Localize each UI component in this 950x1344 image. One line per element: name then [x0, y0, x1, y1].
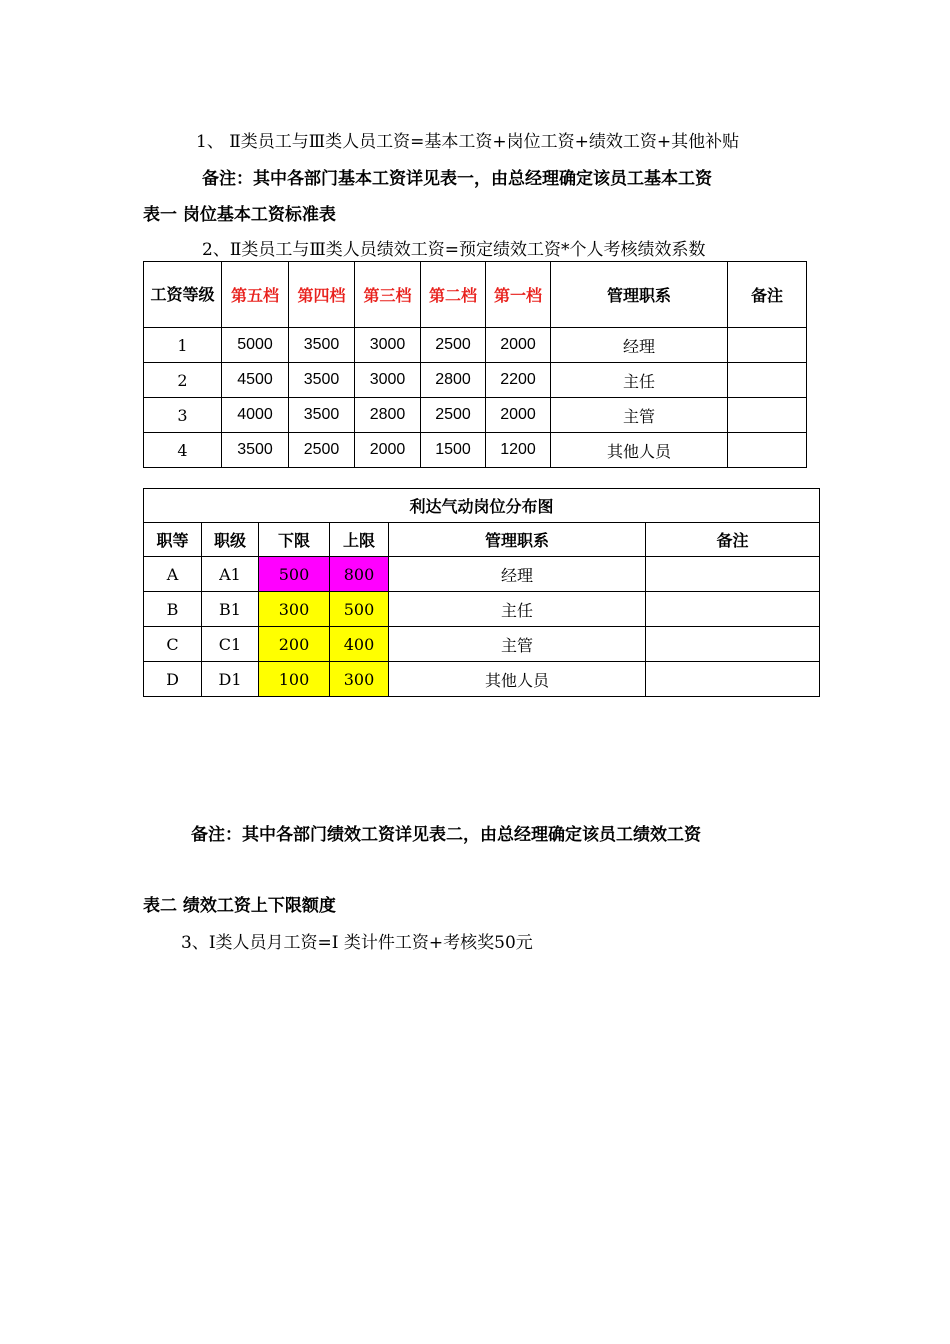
cell-rank: C — [144, 627, 202, 662]
cell-management: 经理 — [389, 557, 646, 592]
header-level-2: 第二档 — [421, 262, 486, 328]
cell-value: 2800 — [355, 398, 421, 433]
cell-value: 3500 — [289, 363, 355, 398]
cell-remark — [646, 557, 820, 592]
cell-grade: D1 — [202, 662, 259, 697]
cell-value: 3500 — [289, 398, 355, 433]
paragraph-line3: 3、I类人员月工资=Ⅰ 类计件工资+考核奖50元 — [181, 933, 533, 953]
header-level-1: 第一档 — [486, 262, 551, 328]
cell-upper-limit: 500 — [330, 592, 389, 627]
cell-value: 3500 — [222, 433, 289, 468]
cell-value: 2000 — [486, 328, 551, 363]
cell-upper-limit: 800 — [330, 557, 389, 592]
table-row — [144, 557, 820, 592]
table-row — [144, 433, 807, 468]
table-row — [144, 592, 820, 627]
cell-lower-limit: 100 — [259, 662, 330, 697]
cell-value: 2000 — [355, 433, 421, 468]
table-row — [144, 363, 807, 398]
header-management-series: 管理职系 — [389, 523, 646, 557]
cell-value: 2800 — [421, 363, 486, 398]
table2-title: 利达气动岗位分布图 — [144, 489, 820, 523]
cell-rank: D — [144, 662, 202, 697]
cell-value: 2200 — [486, 363, 551, 398]
header-level-4: 第四档 — [289, 262, 355, 328]
header-level-5: 第五档 — [222, 262, 289, 328]
note-basic-salary: 备注：其中各部门基本工资详见表一，由总经理确定该员工基本工资 — [202, 169, 712, 189]
cell-management: 经理 — [551, 328, 728, 363]
cell-management: 主任 — [551, 363, 728, 398]
cell-remark — [728, 433, 807, 468]
cell-management: 其他人员 — [389, 662, 646, 697]
cell-value: 3500 — [289, 328, 355, 363]
cell-rank: B — [144, 592, 202, 627]
cell-value: 3000 — [355, 363, 421, 398]
header-lower-limit: 下限 — [259, 523, 330, 557]
cell-value: 2500 — [421, 328, 486, 363]
cell-value: 4500 — [222, 363, 289, 398]
cell-grade: C1 — [202, 627, 259, 662]
cell-value: 3000 — [355, 328, 421, 363]
table2-header-row — [144, 523, 820, 557]
header-grade: 职级 — [202, 523, 259, 557]
header-remark: 备注 — [728, 262, 807, 328]
cell-rank: A — [144, 557, 202, 592]
cell-lower-limit: 300 — [259, 592, 330, 627]
cell-management: 主管 — [389, 627, 646, 662]
cell-remark — [728, 328, 807, 363]
header-level-3: 第三档 — [355, 262, 421, 328]
cell-value: 1500 — [421, 433, 486, 468]
cell-grade: 3 — [144, 398, 222, 433]
paragraph-line2: 2、Ⅱ类员工与Ⅲ类人员绩效工资=预定绩效工资*个人考核绩效系数 — [202, 240, 706, 260]
cell-remark — [728, 363, 807, 398]
cell-remark — [646, 592, 820, 627]
header-salary-grade: 工资等级 — [144, 262, 222, 328]
cell-remark — [646, 627, 820, 662]
header-rank: 职等 — [144, 523, 202, 557]
cell-grade: 2 — [144, 363, 222, 398]
cell-value: 2500 — [289, 433, 355, 468]
header-remark: 备注 — [646, 523, 820, 557]
table-row — [144, 398, 807, 433]
table-row — [144, 627, 820, 662]
table1-caption: 表一 岗位基本工资标准表 — [143, 205, 336, 225]
cell-value: 2500 — [421, 398, 486, 433]
position-distribution-table — [143, 488, 820, 697]
cell-management: 主任 — [389, 592, 646, 627]
table-row — [144, 328, 807, 363]
header-management-series: 管理职系 — [551, 262, 728, 328]
cell-grade: B1 — [202, 592, 259, 627]
cell-upper-limit: 400 — [330, 627, 389, 662]
cell-grade: 1 — [144, 328, 222, 363]
table-row — [144, 662, 820, 697]
table2-title-row — [144, 489, 820, 523]
cell-management: 主管 — [551, 398, 728, 433]
cell-remark — [646, 662, 820, 697]
cell-remark — [728, 398, 807, 433]
cell-upper-limit: 300 — [330, 662, 389, 697]
table1-header-row — [144, 262, 807, 328]
paragraph-line1: 1、 Ⅱ类员工与Ⅲ类人员工资=基本工资+岗位工资+绩效工资+其他补贴 — [196, 132, 740, 152]
cell-value: 5000 — [222, 328, 289, 363]
cell-lower-limit: 200 — [259, 627, 330, 662]
cell-management: 其他人员 — [551, 433, 728, 468]
cell-lower-limit: 500 — [259, 557, 330, 592]
salary-standard-table — [143, 261, 807, 468]
cell-value: 4000 — [222, 398, 289, 433]
cell-value: 1200 — [486, 433, 551, 468]
header-upper-limit: 上限 — [330, 523, 389, 557]
cell-grade: A1 — [202, 557, 259, 592]
table2-caption: 表二 绩效工资上下限额度 — [143, 896, 336, 916]
note-performance-salary: 备注：其中各部门绩效工资详见表二，由总经理确定该员工绩效工资 — [191, 825, 701, 845]
cell-grade: 4 — [144, 433, 222, 468]
cell-value: 2000 — [486, 398, 551, 433]
